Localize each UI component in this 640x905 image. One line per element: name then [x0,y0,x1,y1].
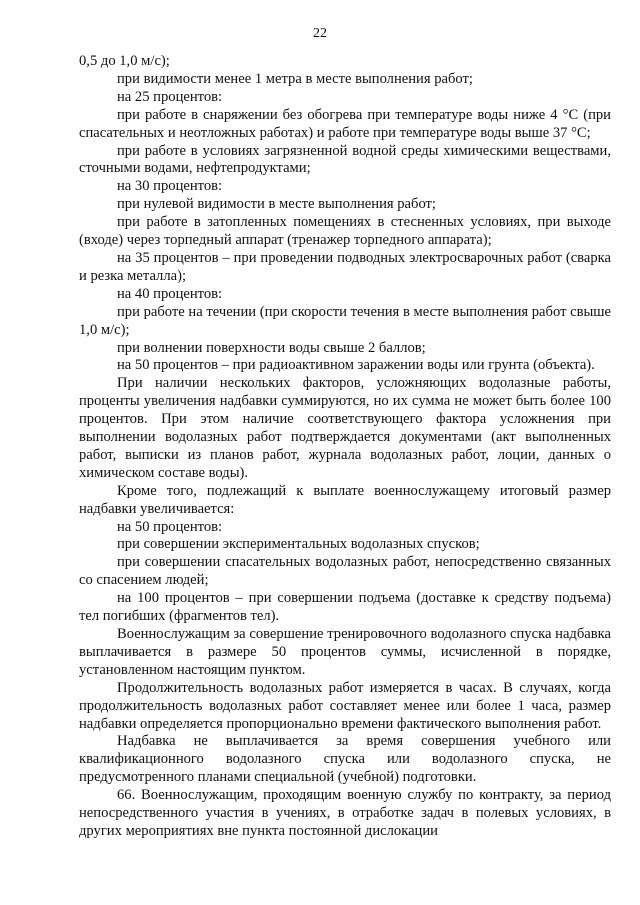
paragraph: Кроме того, подлежащий к выплате военнослужащему итоговый размер надбавки увеличивается: [79,482,611,517]
paragraph: Военнослужащим за совершение тренировочного водолазного спуска надбавка выплачивается в размере 50 процентов суммы, исчисленной в порядке, установленном настоящим пунктом. [79,626,611,678]
paragraph: при работе в условиях загрязненной водной среды химическими веществами, сточными водами, нефтепродуктами; [79,142,611,177]
paragraph: при совершении экспериментальных водолазных спусков; [117,536,480,553]
page-number: 22 [313,26,327,41]
paragraph: 66. Военнослужащим, проходящим военную службу по контракту, за период непосредственного участия в учениях, в отработке задач в полевых условиях, в других мероприятиях вне пункта постоянной дислокации [79,787,611,839]
paragraph: на 50 процентов – при радиоактивном заражении воды или грунта (объекта). [117,357,595,374]
paragraph: Продолжительность водолазных работ измеряется в часах. В случаях, когда продолжительность водолазных работ составляет менее или более 1 часа, размер надбавки определяется пропорционально времени фактического выполнения работ. [79,679,611,732]
paragraph: при нулевой видимости в месте выполнения работ; [117,196,436,213]
paragraph: при работе на течении (при скорости течения в месте выполнения работ свыше 1,0 м/с); [79,303,611,338]
paragraph: при волнении поверхности воды свыше 2 баллов; [117,339,426,356]
paragraph: при работе в снаряжении без обогрева при температуре воды ниже 4 °С (при спасательных и неотложных работах) и работе при температуре воды выше 37 °С; [79,106,611,141]
paragraph: на 35 процентов – при проведении подводных электросварочных работ (сварка и резка металла); [79,249,611,284]
paragraph: на 40 процентов: [117,285,223,302]
paragraph: при совершении спасательных водолазных работ, непосредственно связанных со спасением людей; [79,554,611,589]
paragraph: на 50 процентов: [117,518,223,535]
paragraph: на 25 процентов: [117,88,223,105]
paragraph: 0,5 до 1,0 м/с); [79,53,170,69]
paragraph: Надбавка не выплачивается за время совершения учебного или квалификационного водолазного спуска или водолазного спуска, не предусмотренного планами специальной (учебной) подготовки. [79,733,611,786]
paragraph: на 30 процентов: [117,178,223,195]
paragraph: При наличии нескольких факторов, усложняющих водолазные работы, проценты увеличения надбавки суммируются, но их сумма не может быть более 100 процентов. При этом наличие соответствующего фактора усложнения при выполнении водолазных работ подтверждается документами (акт выполненных работ, выписки из планов работ, журнала водолазных работ, лоции, данных о химическом составе воды). [79,375,611,481]
paragraph: на 100 процентов – при совершении подъема (доставке к средству подъема) тел погибших (фрагментов тел). [79,590,611,625]
document-body [79,53,611,841]
paragraph: при работе в затопленных помещениях в стесненных условиях, при выходе (входе) через торпедный аппарат (тренажер торпедного аппарата); [79,214,611,249]
paragraph: при видимости менее 1 метра в месте выполнения работ; [117,70,473,87]
